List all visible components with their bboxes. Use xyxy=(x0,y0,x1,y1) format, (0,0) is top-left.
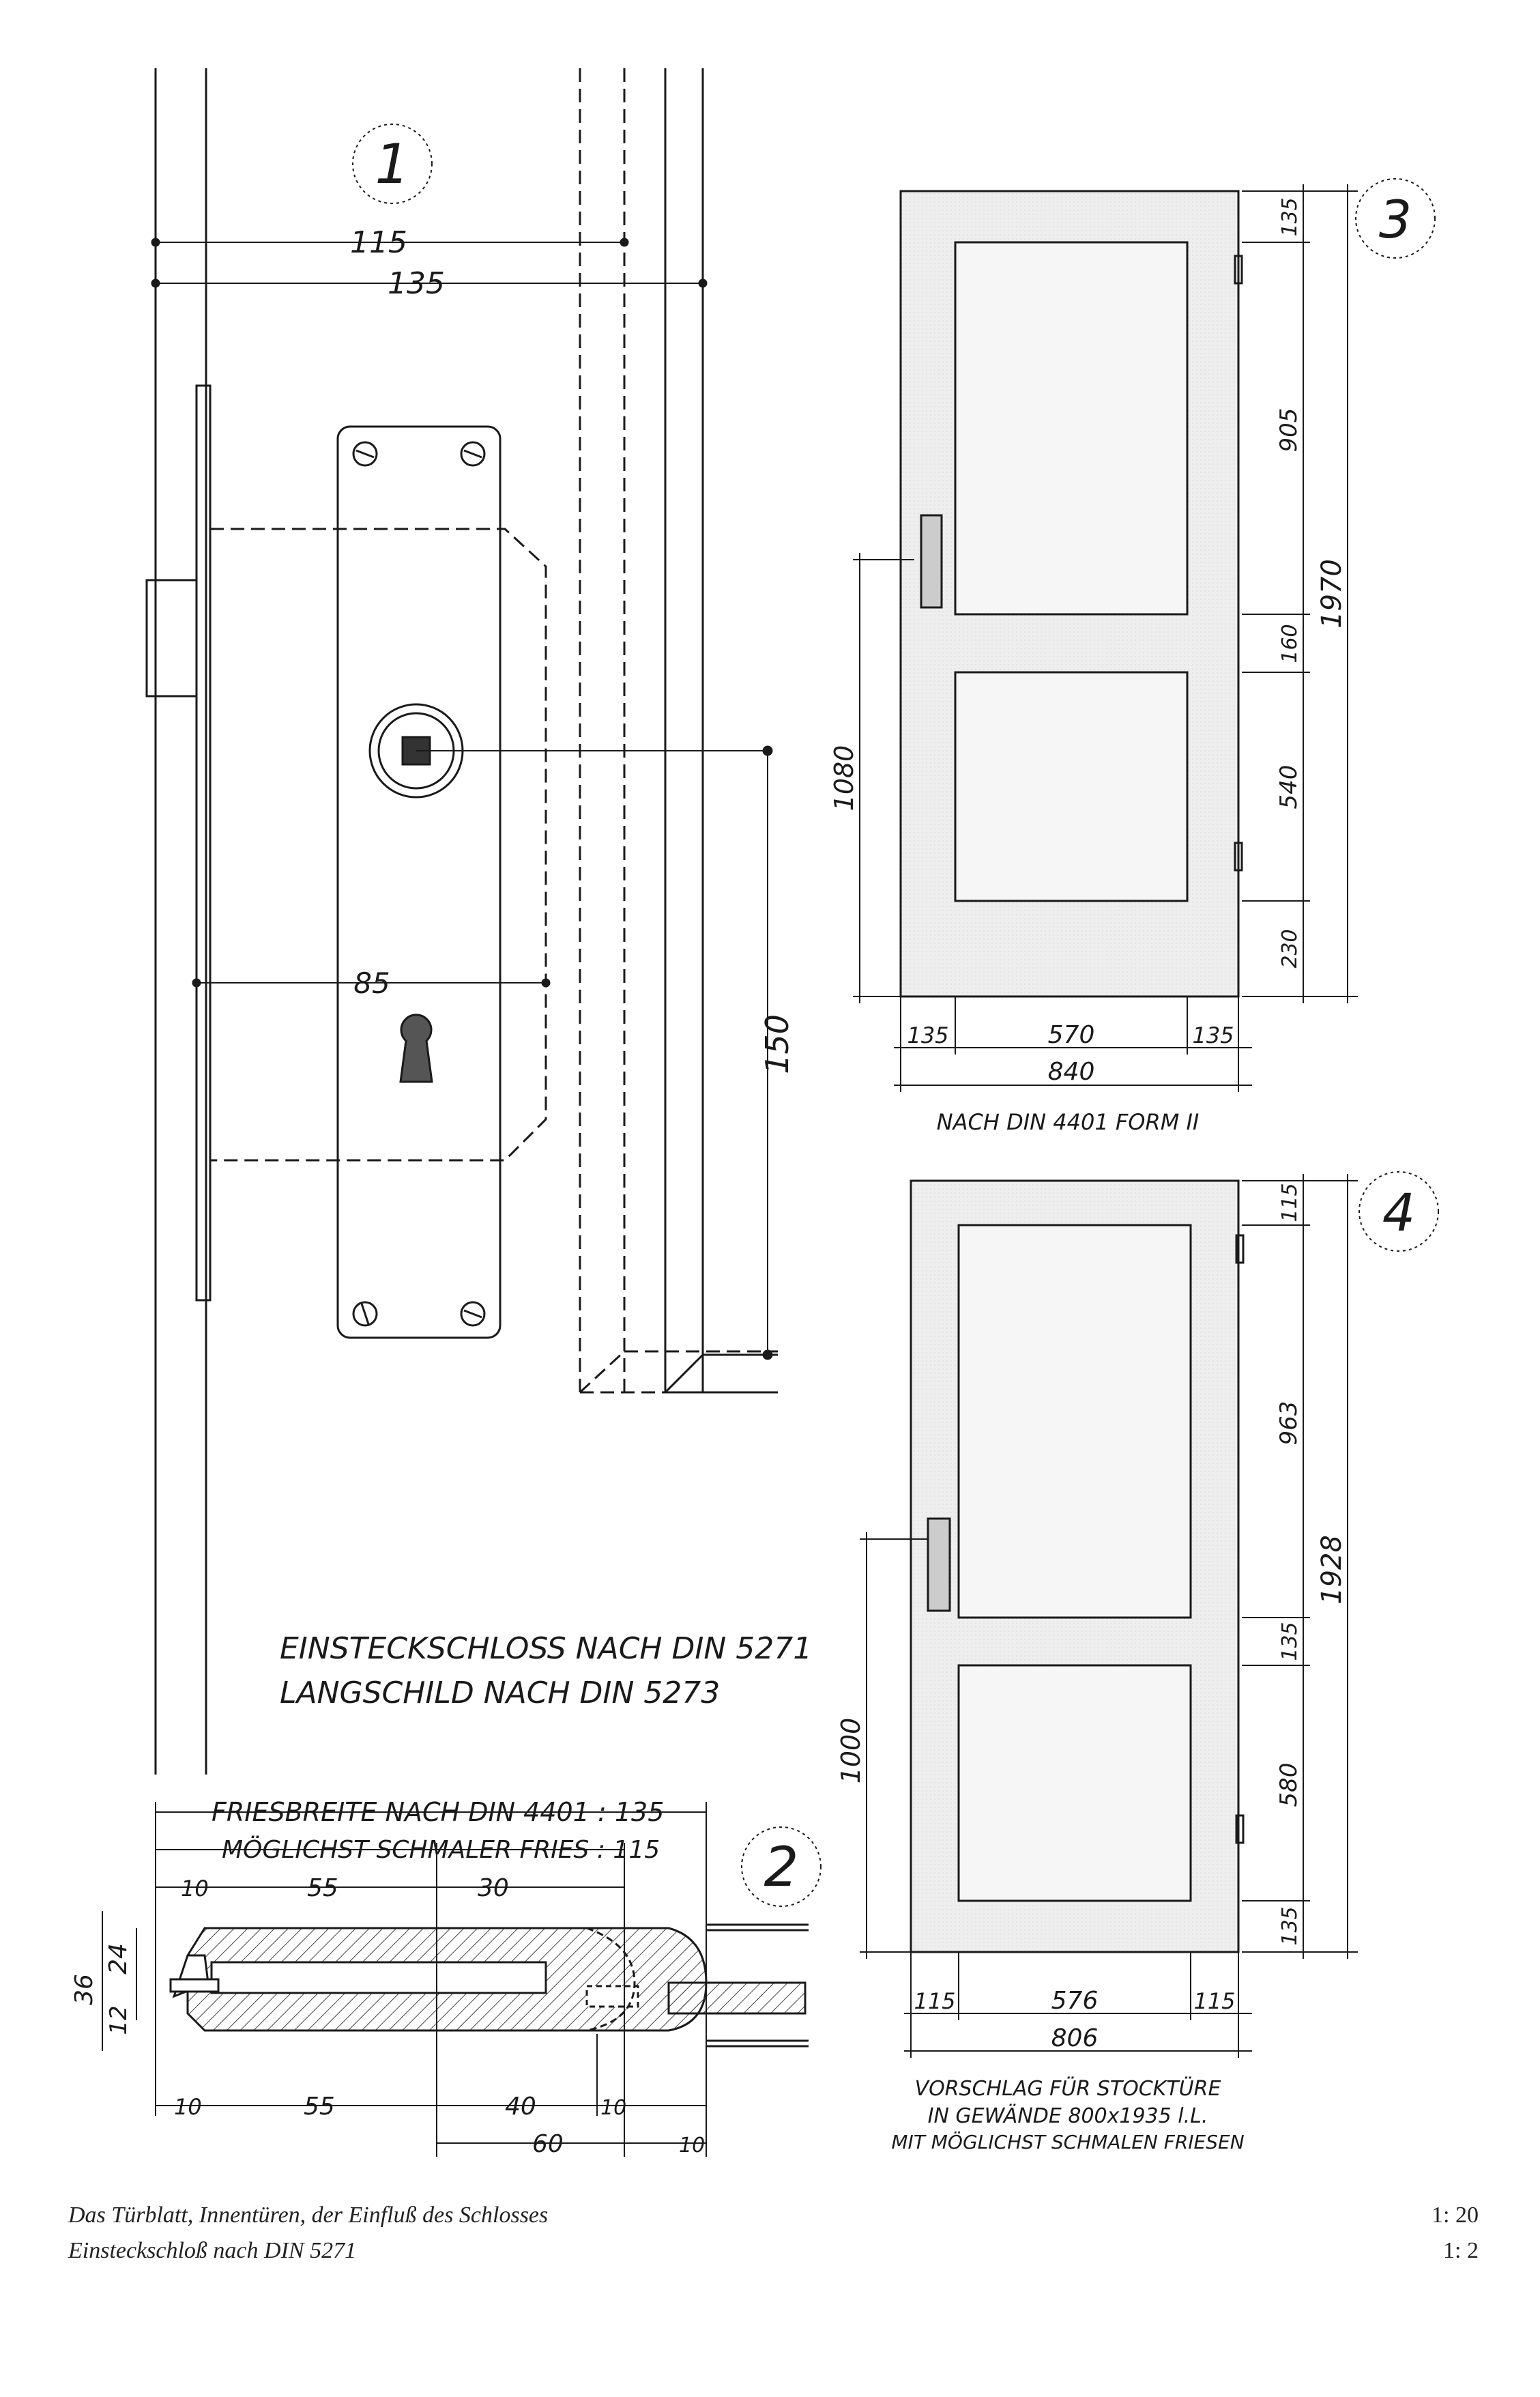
section-bottom-dim: 10 xyxy=(600,2096,627,2120)
door-3-dim: 230 xyxy=(1278,929,1302,968)
upper-panel xyxy=(959,1225,1191,1618)
door-4-bottom-dim: 115 xyxy=(1193,1988,1236,2014)
section-top-dim: 55 xyxy=(307,1874,338,1902)
door-3-lock-height: 1080 xyxy=(829,745,859,812)
door-4-caption-line3: MIT MÖGLICHST SCHMALEN FRIESEN xyxy=(891,2131,1245,2153)
footer-scale-line1: 1: 20 xyxy=(1432,2202,1479,2228)
door-3-total-height: 1970 xyxy=(1316,559,1348,629)
section-top-dim: 30 xyxy=(478,1874,509,1902)
door-3-dim: 905 xyxy=(1275,407,1303,453)
door-4-total-height: 1928 xyxy=(1316,1535,1348,1605)
lower-panel xyxy=(955,672,1187,901)
lower-panel xyxy=(959,1665,1191,1901)
figure-1-lock xyxy=(147,68,778,1775)
section-bottom-dim: 40 xyxy=(505,2093,536,2121)
handle-spindle-section xyxy=(669,1983,805,2013)
lock-forend xyxy=(197,386,210,1300)
narrow-frieze-note: MÖGLICHST SCHMALER FRIES : 115 xyxy=(222,1836,660,1864)
lock-handle-icon xyxy=(928,1519,950,1611)
figure-4-number: 4 xyxy=(1382,1182,1416,1243)
door-3-dim: 135 xyxy=(1278,197,1302,237)
door-3-dim: 540 xyxy=(1275,764,1303,809)
figure-1-number: 1 xyxy=(375,132,410,196)
screw-icon xyxy=(353,442,484,1325)
door-3-caption: NACH DIN 4401 FORM II xyxy=(936,1109,1200,1135)
escutcheon-plate xyxy=(338,427,500,1338)
lock-latch xyxy=(147,580,197,696)
hinge-icon xyxy=(1236,1815,1243,1843)
dim-150: 150 xyxy=(759,1014,796,1074)
section-left-dim: 36 xyxy=(70,1974,98,2005)
lock-handle-icon xyxy=(921,515,942,607)
section-bottom-dim: 55 xyxy=(304,2093,335,2121)
door-4-dim: 135 xyxy=(1278,1906,1302,1946)
lock-label-line1: EINSTECKSCHLOSS NACH DIN 5271 xyxy=(280,1631,813,1666)
footer-caption-line1: Das Türblatt, Innentüren, der Einfluß des Schlosses xyxy=(68,2202,549,2228)
door-3-bottom-dim: 135 xyxy=(1192,1022,1234,1048)
section-bottom-dim: 10 xyxy=(679,2134,706,2157)
section-left-dim: 12 xyxy=(105,2005,132,2035)
door-4-bottom-dim: 115 xyxy=(914,1988,956,2014)
door-4-bottom-dim: 576 xyxy=(1051,1987,1099,2015)
door-4-dim: 963 xyxy=(1275,1401,1303,1446)
lock-label-line2: LANGSCHILD NACH DIN 5273 xyxy=(280,1676,721,1710)
section-top-dim: 10 xyxy=(181,1876,209,1901)
door-3-total-width: 840 xyxy=(1047,1058,1095,1086)
footer-scales xyxy=(1432,2198,1479,2269)
frieze-width-note: FRIESBREITE NACH DIN 4401 : 135 xyxy=(212,1797,665,1827)
door-4-dim: 115 xyxy=(1278,1183,1302,1222)
door-3-bottom-dim: 570 xyxy=(1047,1021,1095,1049)
door-4-caption-line1: VORSCHLAG FÜR STOCKTÜRE xyxy=(914,2077,1221,2101)
dim-135: 135 xyxy=(388,266,445,301)
figure-3-number: 3 xyxy=(1378,189,1412,250)
footer-caption-line2: Einsteckschloß nach DIN 5271 xyxy=(68,2238,357,2263)
footer-scale-line2: 1: 2 xyxy=(1443,2238,1479,2263)
door-4-dim: 135 xyxy=(1278,1622,1302,1661)
figure-2-number: 2 xyxy=(764,1835,799,1899)
door-4-caption-line2: IN GEWÄNDE 800x1935 l.L. xyxy=(927,2104,1208,2128)
door-3-bottom-dim: 135 xyxy=(907,1022,949,1048)
dim-85: 85 xyxy=(353,966,390,1000)
lock-case-hidden xyxy=(210,529,546,1160)
hinge-icon xyxy=(1236,1235,1243,1263)
door-4-dim: 580 xyxy=(1275,1762,1303,1807)
door-4-lock-height: 1000 xyxy=(836,1717,866,1784)
upper-panel xyxy=(955,242,1187,614)
door-3-dim: 160 xyxy=(1278,624,1302,663)
section-bottom-dim: 60 xyxy=(532,2130,564,2158)
door-4-total-width: 806 xyxy=(1051,2024,1099,2052)
section-bottom-dim: 10 xyxy=(174,2094,202,2120)
section-left-dim: 24 xyxy=(104,1943,132,1975)
footer-caption xyxy=(68,2198,548,2269)
lock-pocket xyxy=(212,1962,546,1993)
dim-115: 115 xyxy=(350,225,407,260)
keyhole-icon xyxy=(401,1015,432,1082)
